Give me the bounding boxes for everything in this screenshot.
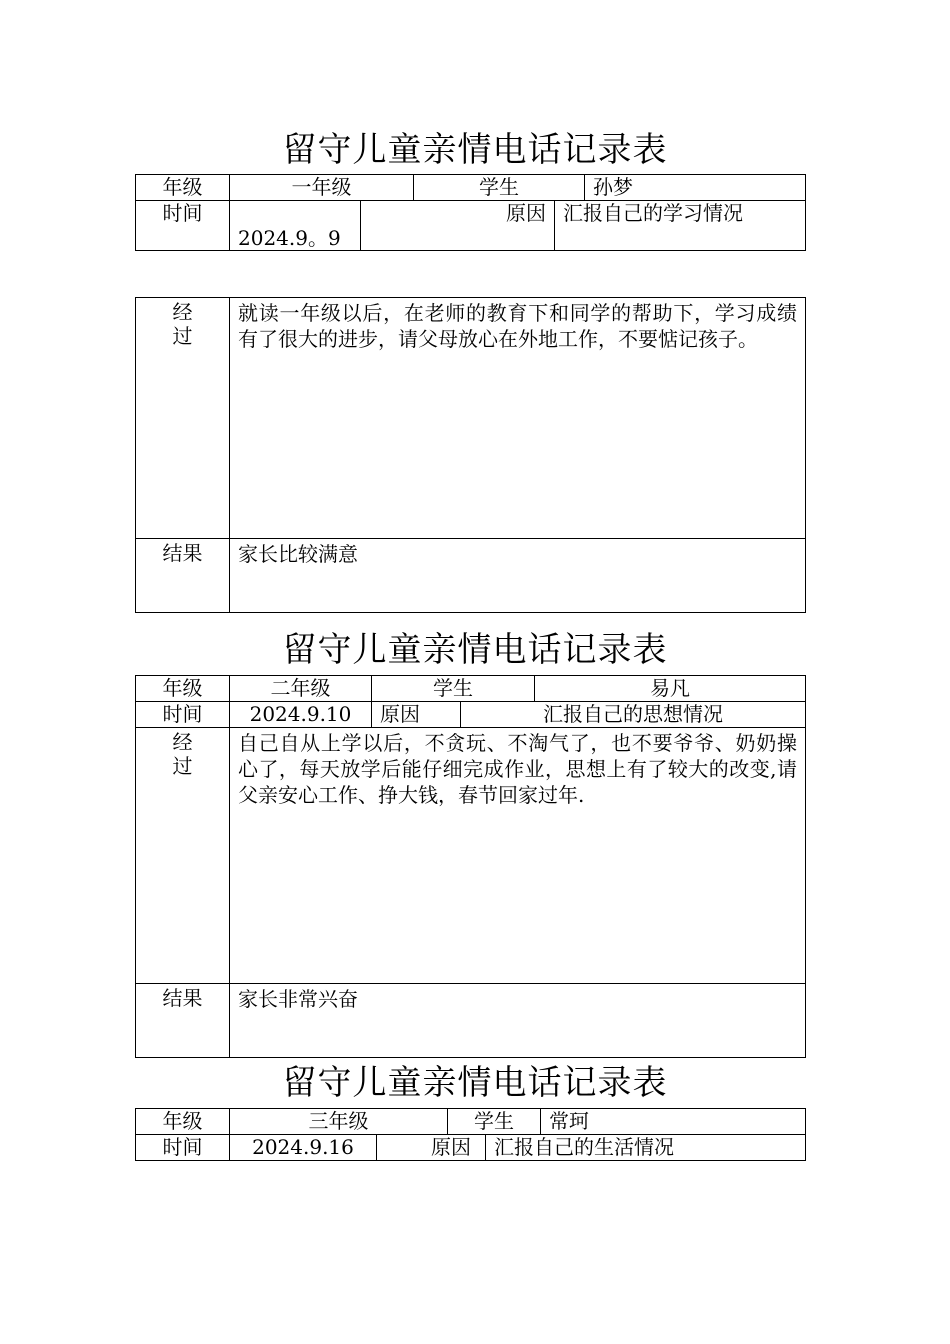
- time-label: 时间: [136, 201, 230, 251]
- record-1-detail-table: [135, 297, 806, 613]
- process-text: 自己自从上学以后，不贪玩、不淘气了，也不要爷爷、奶奶操心了，每天放学后能仔细完成作业，思想上有了较大的改变,请父亲安心工作、挣大钱，春节回家过年.: [230, 728, 806, 984]
- record-3-title: 留守儿童亲情电话记录表: [282, 1063, 668, 1103]
- result-label: 结果: [136, 539, 230, 613]
- grade-value: 二年级: [230, 676, 372, 702]
- date-value: 2024.9。9: [230, 201, 361, 251]
- student-label: 学生: [414, 175, 585, 201]
- process-label-char-2: 过: [172, 754, 193, 778]
- grade-value: 一年级: [230, 175, 414, 201]
- process-label-char-1: 经: [172, 300, 193, 324]
- student-value: 孙梦: [585, 175, 806, 201]
- record-1-title: 留守儿童亲情电话记录表: [282, 130, 668, 170]
- process-label-char-2: 过: [172, 324, 193, 348]
- time-label: 时间: [136, 702, 230, 728]
- grade-label: 年级: [136, 676, 230, 702]
- process-label-char-1: 经: [172, 730, 193, 754]
- reason-label: 原因: [361, 201, 555, 251]
- student-label: 学生: [372, 676, 535, 702]
- grade-label: 年级: [136, 1109, 230, 1135]
- reason-value: 汇报自己的生活情况: [486, 1135, 806, 1161]
- time-label: 时间: [136, 1135, 230, 1161]
- process-label: [136, 298, 230, 539]
- date-value: 2024.9.16: [230, 1135, 377, 1161]
- student-value: 易凡: [535, 676, 806, 702]
- reason-value: 汇报自己的学习情况: [555, 201, 806, 251]
- record-2-table: [135, 675, 806, 1058]
- grade-value: 三年级: [230, 1109, 448, 1135]
- student-label: 学生: [448, 1109, 541, 1135]
- result-text: 家长非常兴奋: [230, 984, 806, 1058]
- grade-label: 年级: [136, 175, 230, 201]
- record-2-title: 留守儿童亲情电话记录表: [282, 630, 668, 670]
- date-value: 2024.9.10: [230, 702, 372, 728]
- reason-label: 原因: [377, 1135, 486, 1161]
- reason-label: 原因: [372, 702, 461, 728]
- reason-value: 汇报自己的思想情况: [461, 702, 806, 728]
- record-3-table: [135, 1108, 806, 1161]
- result-text: 家长比较满意: [230, 539, 806, 613]
- record-1-header-table: [135, 174, 806, 251]
- process-text: 就读一年级以后，在老师的教育下和同学的帮助下，学习成绩有了很大的进步，请父母放心在外地工作，不要惦记孩子。: [230, 298, 806, 539]
- process-label: [136, 728, 230, 984]
- student-value: 常珂: [541, 1109, 806, 1135]
- result-label: 结果: [136, 984, 230, 1058]
